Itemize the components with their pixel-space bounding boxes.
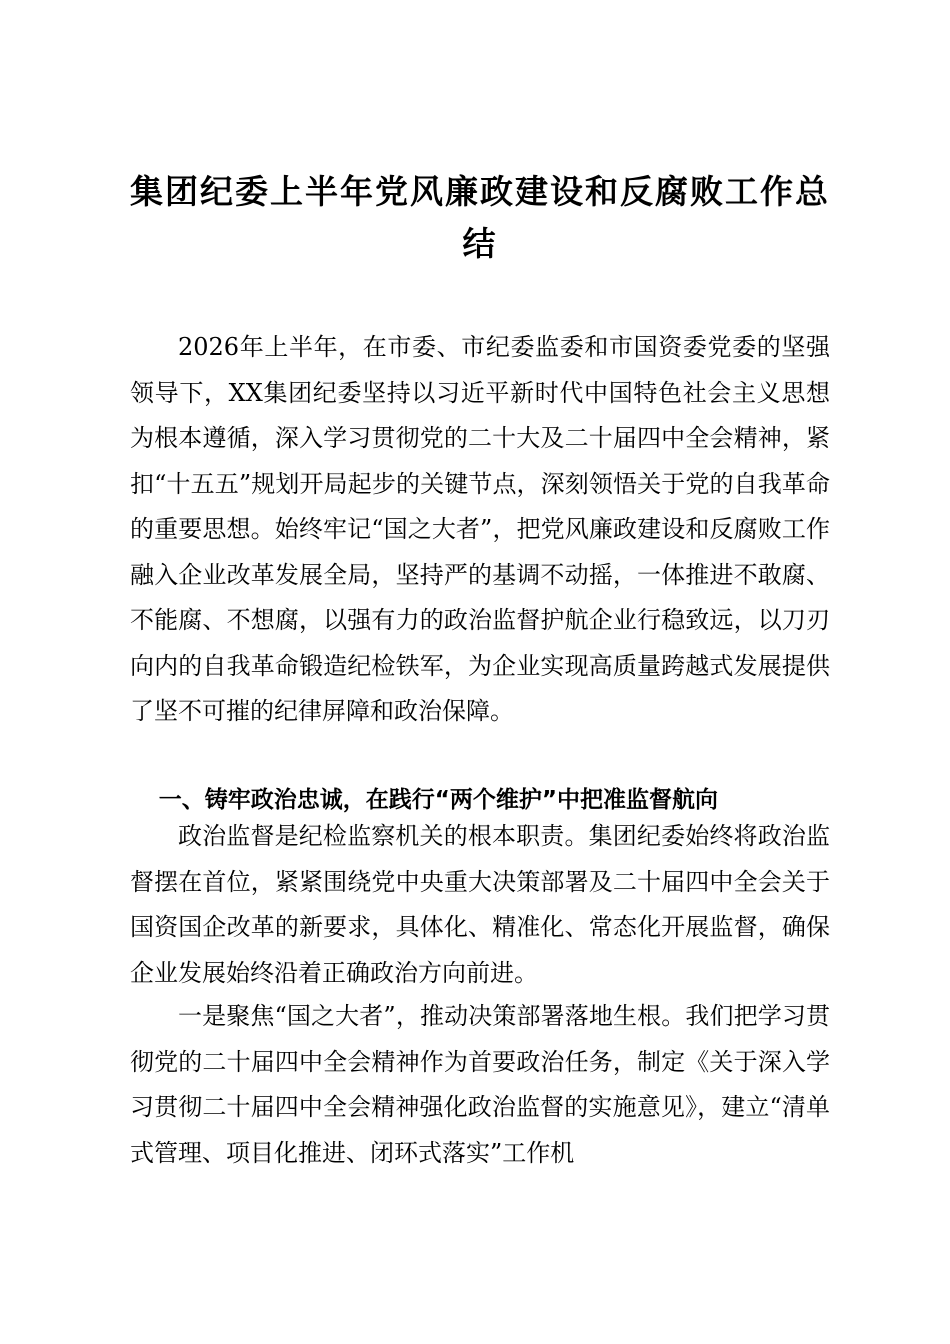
intro-paragraph: 2026年上半年，在市委、市纪委监委和市国资委党委的坚强领导下，XX集团纪委坚持以习近平新时代中国特色社会主义思想为根本遵循，深入学习贯彻党的二十大及二十届四中全会精神，紧扣“十五五”规划开局起步的关键节点，深刻领悟关于党的自我革命的重要思想。始终牢记“国之大者”，把党风廉政建设和反腐败工作融入企业改革发展全局，坚持严的基调不动摇，一体推进不敢腐、不能腐、不想腐，以强有力的政治监督护航企业行稳致远，以刀刃向内的自我革命锻造纪检铁军，为企业实现高质量跨越式发展提供了坚不可摧的纪律屏障和政治保障。	[130, 333, 830, 725]
section-paragraph-political-supervision: 政治监督是纪检监察机关的根本职责。集团纪委始终将政治监督摆在首位，紧紧围绕党中央重大决策部署及二十届四中全会关于国资国企改革的新要求，具体化、精准化、常态化开展监督，确保企业发展始终沿着正确政治方向前进。	[130, 822, 830, 987]
section-paragraph-block	[130, 994, 830, 1176]
document-title-line-1: 集团纪委上半年党风廉政建设和反腐败工作总	[130, 172, 830, 211]
section-heading-1: 一、铸牢政治忠诚，在践行“两个维护”中把准监督航向	[158, 787, 718, 813]
document-title	[110, 166, 850, 270]
section-paragraph-block	[130, 814, 830, 996]
document-title-line-2: 结	[462, 224, 498, 263]
section-paragraph-first-point: 一是聚焦“国之大者”，推动决策部署落地生根。我们把学习贯彻党的二十届四中全会精神作为首要政治任务，制定《关于深入学习贯彻二十届四中全会精神强化政治监督的实施意见》，建立“清单式管理、项目化推进、闭环式落实”工作机	[130, 1002, 830, 1167]
intro-paragraph-block	[130, 325, 830, 735]
